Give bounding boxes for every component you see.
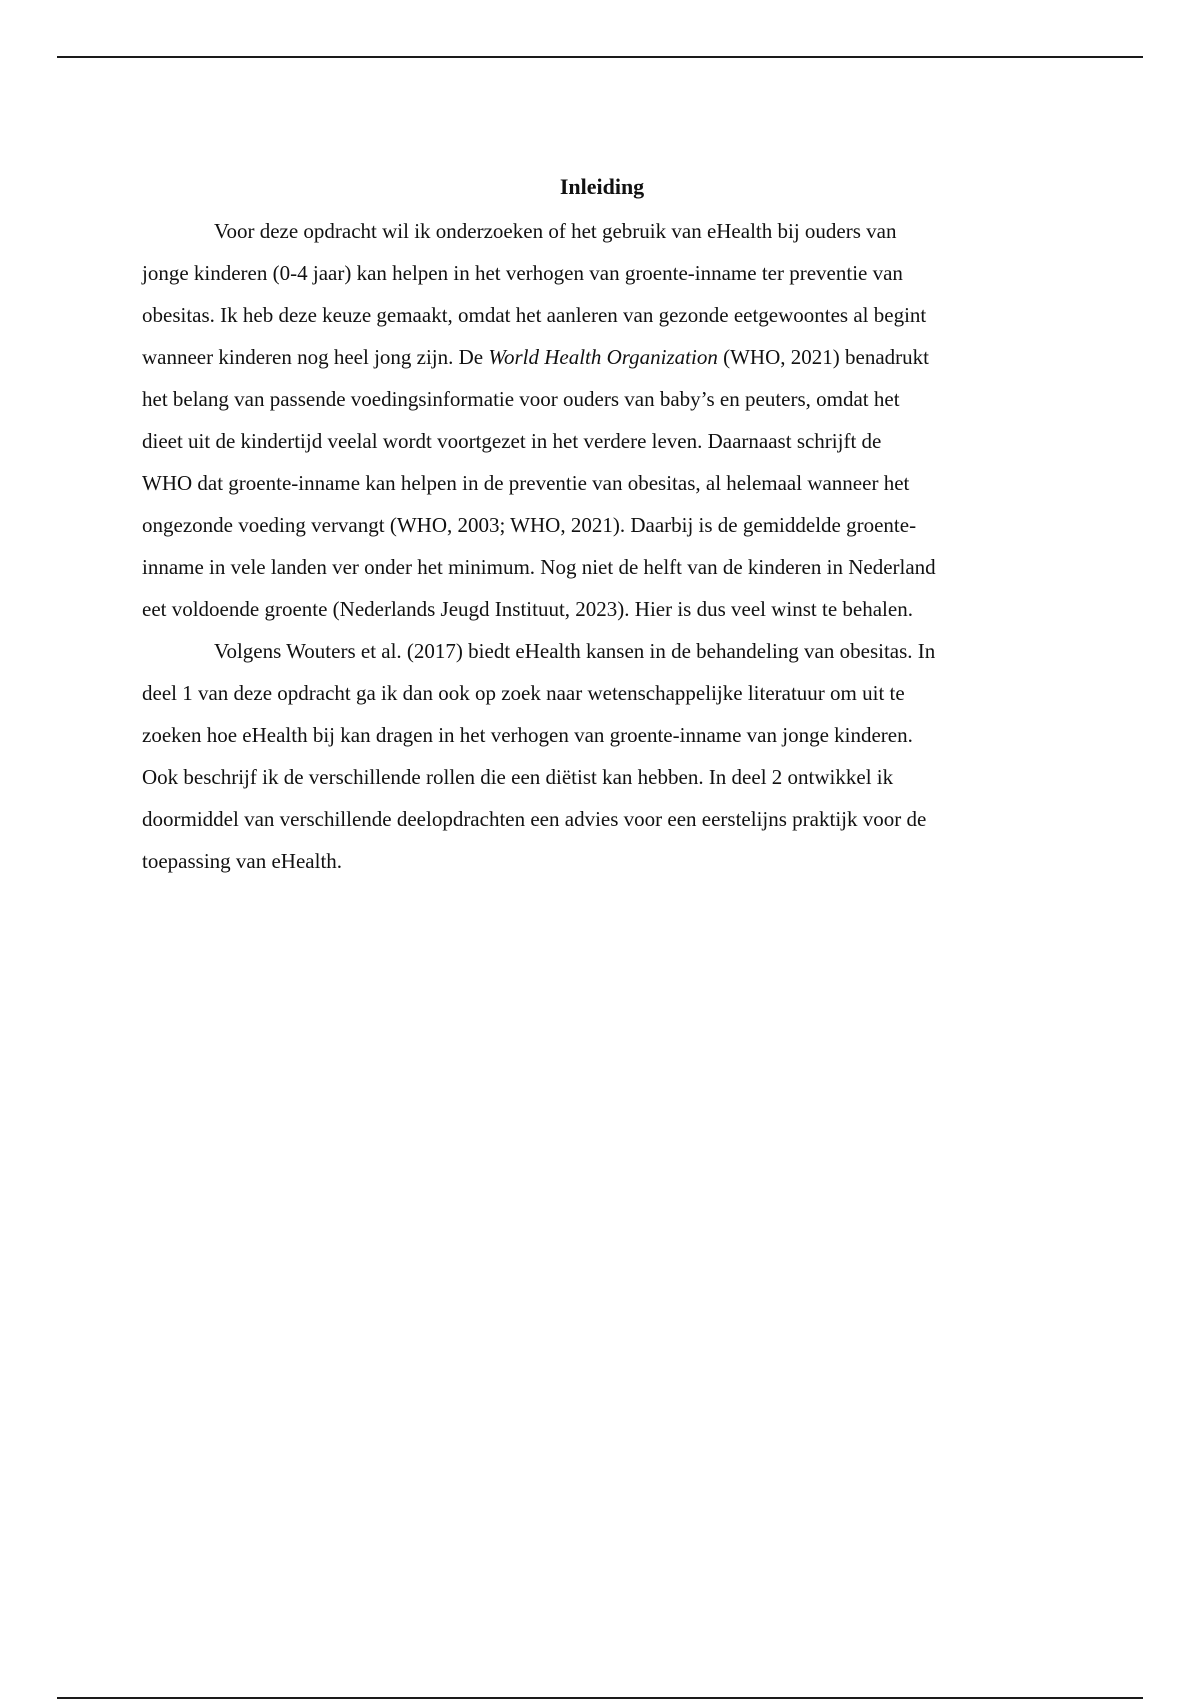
paragraph-2-line: toepassing van eHealth.	[142, 849, 343, 873]
paragraph-1-line: ongezonde voeding vervangt (WHO, 2003; WHO, 2021). Daarbij is de gemiddelde groente-	[142, 513, 917, 537]
header-rule	[57, 56, 1143, 58]
paragraph-1	[142, 210, 1062, 630]
organization-name-italic: World Health Organization	[488, 345, 718, 369]
line-text: wanneer kinderen nog heel jong zijn. De	[142, 345, 489, 369]
paragraph-1-line: eet voldoende groente (Nederlands Jeugd Instituut, 2023). Hier is dus veel winst te behalen.	[142, 597, 913, 621]
footer-rule	[57, 1697, 1143, 1699]
paragraph-2-line: deel 1 van deze opdracht ga ik dan ook op zoek naar wetenschappelijke literatuur om uit te	[142, 681, 905, 705]
paragraph-2-line: Volgens Wouters et al. (2017) biedt eHealth kansen in de behandeling van obesitas. In	[214, 639, 936, 663]
paragraph-1-line: jonge kinderen (0-4 jaar) kan helpen in het verhogen van groente-inname ter preventie van	[142, 261, 903, 285]
paragraph-1-line: obesitas. Ik heb deze keuze gemaakt, omdat het aanleren van gezonde eetgewoontes al begint	[142, 303, 927, 327]
paragraph-1-line: WHO dat groente-inname kan helpen in de preventie van obesitas, al helemaal wanneer het	[142, 471, 910, 495]
paragraph-2-line: Ook beschrijf ik de verschillende rollen die een diëtist kan hebben. In deel 2 ontwikkel ik	[142, 765, 894, 789]
line-text: (WHO, 2021) benadrukt	[717, 345, 929, 369]
page-content	[142, 172, 1062, 882]
paragraph-2-line: zoeken hoe eHealth bij kan dragen in het verhogen van groente-inname van jonge kinderen.	[142, 723, 913, 747]
paragraph-1-line: inname in vele landen ver onder het minimum. Nog niet de helft van de kinderen in Nederland	[142, 555, 936, 579]
paragraph-1-line: het belang van passende voedingsinformatie voor ouders van baby’s en peuters, omdat het	[142, 387, 900, 411]
paragraph-1-line-with-emphasis	[142, 336, 1062, 378]
paragraph-2-line: doormiddel van verschillende deelopdrachten een advies voor een eerstelijns praktijk voor de	[142, 807, 927, 831]
paragraph-1-line: Voor deze opdracht wil ik onderzoeken of het gebruik van eHealth bij ouders van	[214, 219, 897, 243]
paragraph-1-line: dieet uit de kindertijd veelal wordt voortgezet in het verdere leven. Daarnaast schrijft de	[142, 429, 882, 453]
section-heading: Inleiding	[559, 174, 645, 199]
paragraph-2	[142, 630, 1062, 882]
